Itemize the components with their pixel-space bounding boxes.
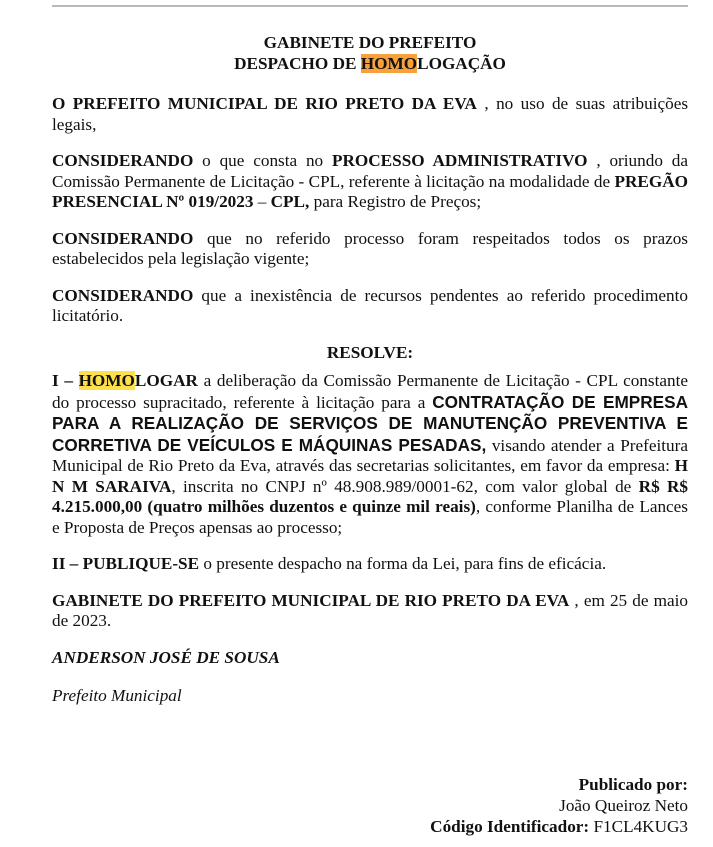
considerando-3 — [52, 286, 688, 327]
considerando-1-text-2: , oriundo da Comissão Permanente de Licitação - CPL, referente à licitação na modalidade de — [52, 151, 688, 191]
considerando-1 — [52, 151, 688, 213]
closing-paragraph — [52, 591, 688, 632]
item-1-text-2: visando atender a Prefeitura Municipal de Rio Preto da Eva, através das secretarias solicitantes, em favor da empresa: — [52, 435, 688, 475]
item-2 — [52, 554, 688, 575]
subtitle-pre: DESPACHO DE — [234, 53, 361, 73]
publisher-name: João Queiroz Neto — [559, 796, 688, 815]
considerando-1-dash: – — [253, 192, 271, 211]
item-2-rest: o presente despacho na forma da Lei, para fins de eficácia. — [199, 554, 607, 573]
signature-name: ANDERSON JOSÉ DE SOUSA — [52, 647, 280, 667]
item-1-prefix: I – — [52, 371, 79, 390]
considerando-1-bold: CONSIDERANDO — [52, 151, 194, 170]
identifier-label: Código Identificador: — [430, 817, 590, 836]
item-1 — [52, 371, 688, 538]
resolve-heading: RESOLVE: — [326, 342, 414, 362]
considerando-2 — [52, 229, 688, 270]
publication-label: Publicado por: — [578, 775, 688, 794]
subtitle-highlight: HOMO — [360, 53, 418, 73]
considerando-3-bold: CONSIDERANDO — [52, 285, 194, 305]
considerando-3-rest: que a inexistência de recursos pendentes ao referido procedimento licitatório. — [52, 285, 688, 325]
pregao-label: PREGÃO PRESENCIAL Nº 019/2023 — [52, 171, 688, 211]
intro-rest: , no uso de suas atribuições legais, — [52, 94, 689, 134]
considerando-2-rest: que no referido processo foram respeitados todos os prazos estabelecidos pela legislação vigente; — [52, 228, 688, 268]
publication-block — [430, 774, 688, 837]
item-1-highlight: HOMO — [78, 371, 135, 390]
item-2-bold: II – PUBLIQUE-SE — [52, 554, 200, 573]
header-subtitle — [52, 54, 688, 75]
identifier-code: F1CL4KUG3 — [589, 817, 688, 836]
intro-paragraph — [52, 94, 688, 135]
closing-bold: GABINETE DO PREFEITO MUNICIPAL DE RIO PRETO DA EVA — [52, 590, 570, 610]
signature-role: Prefeito Municipal — [52, 686, 182, 705]
item-1-verb: LOGAR — [134, 371, 198, 390]
header-title: GABINETE DO PREFEITO — [263, 33, 477, 52]
top-divider — [52, 5, 688, 7]
cpl-label: CPL, — [270, 192, 310, 211]
contract-object: CONTRATAÇÃO DE EMPRESA PARA A REALIZAÇÃO DE SERVIÇOS DE MANUTENÇÃO PREVENTIVA E CORRETIVA DE VEÍCULOS E MÁQUINAS PESADAS, — [52, 391, 688, 455]
identifier-line — [430, 816, 688, 837]
item-1-text-4: , conforme Planilha de Lances e Proposta de Preços apensas ao processo; — [52, 497, 688, 537]
intro-bold: O PREFEITO MUNICIPAL DE RIO PRETO DA EVA — [52, 94, 477, 113]
item-1-text-1: a deliberação da Comissão Permanente de Licitação - CPL constante do processo supracitado, referente à licitação para a — [52, 371, 688, 412]
company-name: H N M SARAIVA — [52, 456, 688, 496]
considerando-1-text-4: para Registro de Preços; — [309, 192, 482, 211]
item-1-text-3: , inscrita no CNPJ nº 48.908.989/0001-62, com valor global de — [171, 476, 639, 496]
document-body — [52, 33, 688, 707]
process-label: PROCESSO ADMINISTRATIVO — [331, 151, 588, 170]
contract-value: R$ R$ 4.215.000,00 (quatro milhões duzentos e quinze mil reais) — [52, 476, 689, 516]
considerando-1-text-1: o que consta no — [193, 151, 332, 170]
considerando-2-bold: CONSIDERANDO — [52, 228, 194, 248]
subtitle-post: LOGAÇÃO — [417, 53, 506, 73]
closing-rest: , em 25 de maio de 2023. — [52, 590, 688, 630]
